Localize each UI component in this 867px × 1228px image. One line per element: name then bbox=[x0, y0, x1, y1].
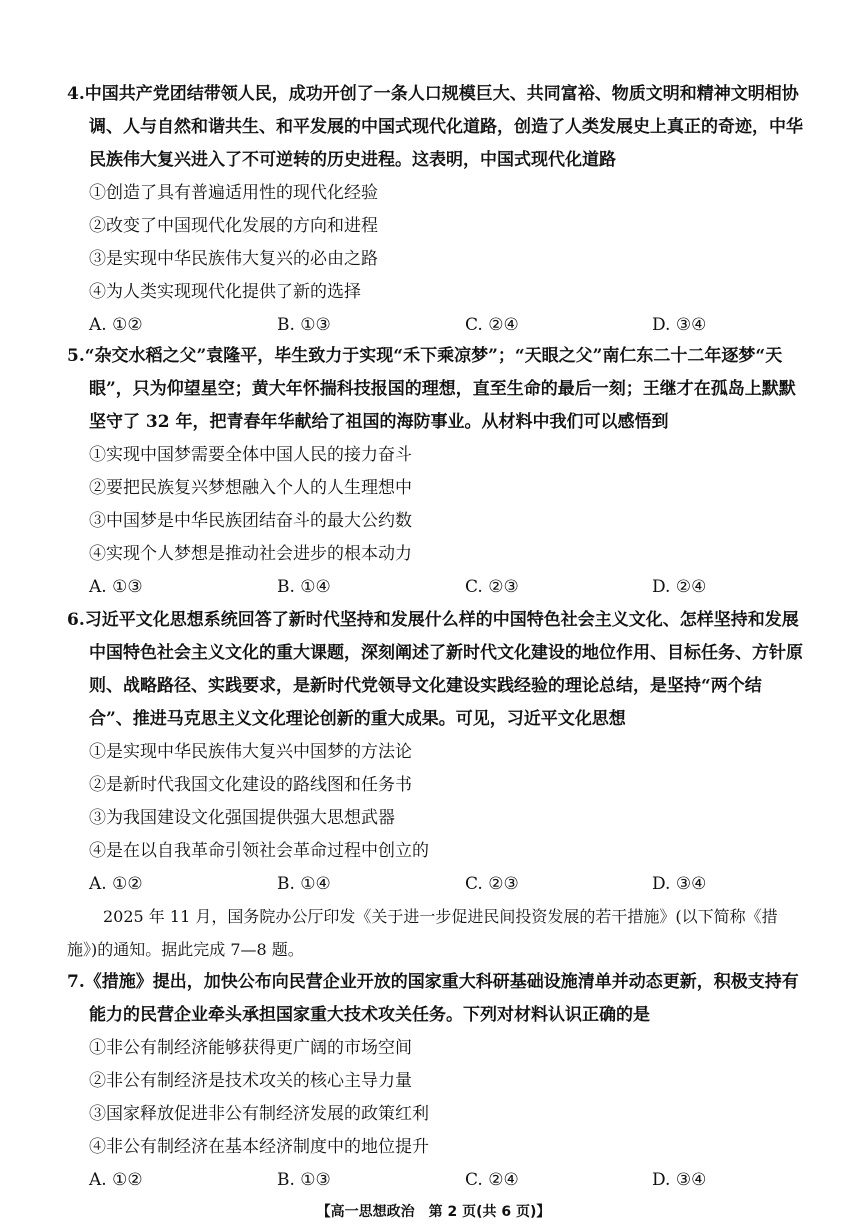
choice-d: D. ③④ bbox=[652, 874, 707, 894]
question-stem: 6.习近平文化思想系统回答了新时代坚持和发展什么样的中国特色社会主义文化、怎样坚持和发展中国特色社会主义文化的重大课题，深刻阐述了新时代文化建设的地位作用、目标任务、方针原则、战略路径、实践要求，是新时代党领导文化建设实践经验的理论总结，是坚持“两个结合”、推进马克思主义文化理论创新的重大成果。可见，习近平文化思想 bbox=[67, 610, 803, 729]
choice-a: A. ①② bbox=[89, 315, 143, 335]
question-stem: 7.《措施》提出，加快公布向民营企业开放的国家重大科研基础设施清单并动态更新，积极支持有能力的民营企业牵头承担国家重大技术攻关任务。下列对材料认识正确的是 bbox=[67, 972, 799, 1025]
choice-d: D. ③④ bbox=[652, 1170, 707, 1190]
option-4: ④实现个人梦想是推动社会进步的根本动力 bbox=[89, 544, 412, 564]
option-4: ④是在以自我革命引领社会革命过程中创立的 bbox=[89, 841, 429, 861]
question-stem: 4.中国共产党团结带领人民，成功开创了一条人口规模巨大、共同富裕、物质文明和精神文明相协调、人与自然和谐共生、和平发展的中国式现代化道路，创造了人类发展史上真正的奇迹，中华民族伟大复兴进入了不可逆转的历史进程。这表明，中国式现代化道路 bbox=[67, 84, 803, 170]
question-stem: 5.“杂交水稻之父”袁隆平，毕生致力于实现“禾下乘凉梦”；“天眼之父”南仁东二十二年逐梦“天眼”，只为仰望星空；黄大年怀揣科技报国的理想，直至生命的最后一刻；王继才在孤岛上默默坚守了 32 年，把青春年华献给了祖国的海防事业。从材料中我们可以感悟到 bbox=[67, 346, 796, 432]
question-7 bbox=[0, 966, 867, 1197]
option-1: ①实现中国梦需要全体中国人民的接力奋斗 bbox=[89, 445, 412, 465]
choice-c: C. ②③ bbox=[465, 874, 519, 894]
choice-b: B. ①④ bbox=[277, 577, 331, 597]
option-2: ②是新时代我国文化建设的路线图和任务书 bbox=[89, 775, 412, 795]
option-3: ③为我国建设文化强国提供强大思想武器 bbox=[89, 808, 395, 828]
option-1: ①是实现中华民族伟大复兴中国梦的方法论 bbox=[89, 742, 412, 762]
answer-choices bbox=[0, 571, 867, 604]
choice-c: C. ②④ bbox=[465, 1170, 519, 1190]
option-3: ③国家释放促进非公有制经济发展的政策红利 bbox=[89, 1104, 429, 1124]
option-1: ①创造了具有普遍适用性的现代化经验 bbox=[89, 183, 378, 203]
option-2: ②要把民族复兴梦想融入个人的人生理想中 bbox=[89, 478, 412, 498]
option-1: ①非公有制经济能够获得更广阔的市场空间 bbox=[89, 1038, 412, 1058]
choice-b: B. ①③ bbox=[277, 315, 331, 335]
answer-choices bbox=[0, 1164, 867, 1197]
page-footer: 【高一思想政治 第 2 页(共 6 页)】 bbox=[316, 1204, 551, 1220]
choice-a: A. ①③ bbox=[89, 577, 143, 597]
choice-c: C. ②④ bbox=[465, 315, 519, 335]
option-4: ④为人类实现现代化提供了新的选择 bbox=[89, 282, 361, 302]
choice-b: B. ①④ bbox=[277, 874, 331, 894]
question-5 bbox=[0, 340, 867, 604]
option-3: ③中国梦是中华民族团结奋斗的最大公约数 bbox=[89, 511, 412, 531]
question-4 bbox=[0, 78, 867, 342]
choice-c: C. ②③ bbox=[465, 577, 519, 597]
question-6 bbox=[0, 604, 867, 901]
choice-a: A. ①② bbox=[89, 874, 143, 894]
choice-b: B. ①③ bbox=[277, 1170, 331, 1190]
option-4: ④非公有制经济在基本经济制度中的地位提升 bbox=[89, 1137, 429, 1157]
option-3: ③是实现中华民族伟大复兴的必由之路 bbox=[89, 249, 378, 269]
option-2: ②非公有制经济是技术攻关的核心主导力量 bbox=[89, 1071, 412, 1091]
choice-d: D. ③④ bbox=[652, 315, 707, 335]
answer-choices bbox=[0, 868, 867, 901]
choice-d: D. ②④ bbox=[652, 577, 707, 597]
option-2: ②改变了中国现代化发展的方向和进程 bbox=[89, 216, 378, 236]
shared-passage: 2025 年 11 月，国务院办公厅印发《关于进一步促进民间投资发展的若干措施》(以下简称《措施》)的通知。据此完成 7—8 题。 bbox=[67, 907, 778, 959]
choice-a: A. ①② bbox=[89, 1170, 143, 1190]
answer-choices bbox=[0, 309, 867, 342]
